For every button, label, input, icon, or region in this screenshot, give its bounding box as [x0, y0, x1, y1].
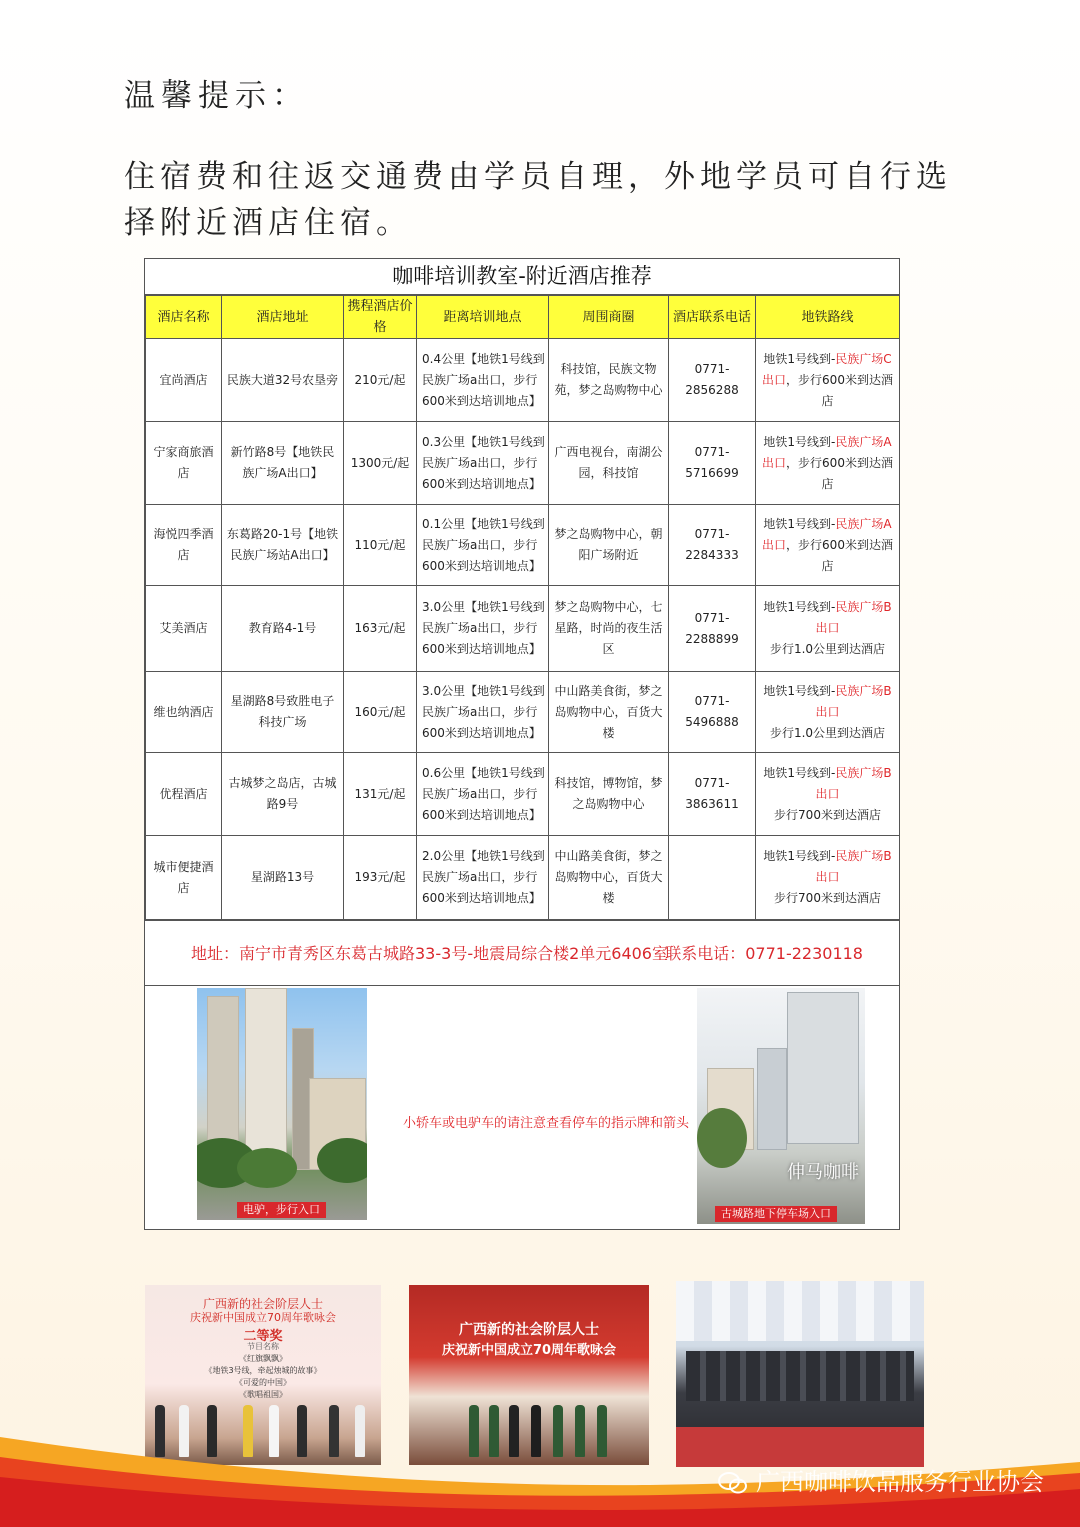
table-row	[146, 836, 900, 920]
hotel-address: 东葛路20-1号【地铁民族广场站A出口】	[222, 505, 344, 586]
column-header: 周围商圈	[549, 296, 669, 339]
tip-body: 住宿费和往返交通费由学员自理，外地学员可自行选择附近酒店住宿。	[124, 159, 952, 241]
hotel-area: 科技馆，民族文物苑，梦之岛购物中心	[549, 339, 669, 422]
hotel-name: 维也纳酒店	[146, 672, 222, 753]
hotel-distance: 0.3公里【地铁1号线到民族广场a出口，步行600米到达培训地点】	[417, 422, 549, 505]
hotel-distance: 3.0公里【地铁1号线到民族广场a出口，步行600米到达培训地点】	[417, 672, 549, 753]
footer-organization	[718, 1462, 1044, 1497]
hotel-phone: 0771-2856288	[669, 339, 756, 422]
address-bar	[145, 920, 899, 986]
hotel-price: 131元/起	[344, 753, 417, 836]
metro-line: 地铁1号线到-	[763, 600, 836, 614]
hotel-price: 193元/起	[344, 836, 417, 920]
metro-walk: ，步行600米到达酒店	[786, 455, 893, 491]
hotel-address: 星湖路8号致胜电子科技广场	[222, 672, 344, 753]
metro-walk: 步行1.0公里到达酒店	[769, 642, 886, 656]
hotel-address: 民族大道32号农垦旁	[222, 339, 344, 422]
organization-name: 广西咖啡饮品服务行业协会	[756, 1468, 1044, 1496]
hotel-card	[144, 258, 900, 1230]
photo-strip	[145, 986, 899, 1234]
hotel-area: 广西电视台，南湖公园，科技馆	[549, 422, 669, 505]
metro-exit: 民族广场A出口	[762, 516, 892, 552]
metro-line: 地铁1号线到-	[763, 683, 836, 698]
column-header: 酒店名称	[146, 296, 222, 339]
hotel-distance: 0.4公里【地铁1号线到民族广场a出口，步行600米到达培训地点】	[417, 339, 549, 422]
wechat-icon	[718, 1472, 748, 1494]
hotel-price: 1300元/起	[344, 422, 417, 505]
table-row	[146, 753, 900, 836]
hotel-price: 163元/起	[344, 586, 417, 672]
building-photo	[197, 988, 367, 1220]
hotel-distance: 2.0公里【地铁1号线到民族广场a出口，步行600米到达培训地点】	[417, 836, 549, 920]
table-row	[146, 672, 900, 753]
metro-walk: ，步行600米到达酒店	[786, 537, 893, 573]
hotel-name: 宁家商旅酒店	[146, 422, 222, 505]
metro-exit: 民族广场C出口	[762, 351, 892, 387]
banner-title: 广西新的社会阶层人士	[202, 1297, 323, 1311]
contact-phone: 联系电话：0771-2230118	[665, 944, 863, 963]
hotel-metro	[756, 586, 900, 672]
metro-line: 地铁1号线到-	[763, 434, 836, 449]
hotel-name: 城市便捷酒店	[146, 836, 222, 920]
metro-exit: 民族广场B出口	[815, 600, 892, 635]
watermark: 伸马咖啡	[787, 1162, 859, 1183]
hotel-metro	[756, 753, 900, 836]
hotel-price: 210元/起	[344, 339, 417, 422]
metro-exit: 民族广场B出口	[815, 683, 892, 719]
hotel-metro	[756, 836, 900, 920]
metro-walk: 步行700米到达酒店	[774, 891, 881, 905]
banner-subtitle: 庆祝新中国成立70周年歌咏会	[190, 1311, 336, 1324]
hotel-phone: 0771-2284333	[669, 505, 756, 586]
column-header: 酒店联系电话	[669, 296, 756, 339]
parking-note: 小轿车或电驴车的请注意查看停车的指示牌和箭头	[403, 1116, 690, 1131]
column-header: 地铁路线	[756, 296, 900, 339]
hotel-area: 梦之岛购物中心，七星路，时尚的夜生活区	[549, 586, 669, 672]
banner-subtitle: 庆祝新中国成立70周年歌咏会	[441, 1343, 617, 1358]
hotel-price: 110元/起	[344, 505, 417, 586]
program-item: 《可爱的中国》	[235, 1378, 291, 1387]
hotel-distance: 0.6公里【地铁1号线到民族广场a出口，步行600米到达培训地点】	[417, 753, 549, 836]
hotel-name: 宜尚酒店	[146, 339, 222, 422]
program-heading: 节目名称	[247, 1342, 279, 1351]
hotel-table	[145, 295, 900, 920]
hotel-metro	[756, 339, 900, 422]
metro-exit: 民族广场B出口	[815, 849, 892, 884]
metro-exit: 民族广场A出口	[762, 434, 892, 470]
column-header: 携程酒店价格	[344, 296, 417, 339]
photo-caption: 古城路地下停车场入口	[715, 1206, 837, 1222]
hotel-area: 梦之岛购物中心，朝阳广场附近	[549, 505, 669, 586]
program-item: 《红旗飘飘》	[239, 1354, 287, 1363]
hotel-distance: 3.0公里【地铁1号线到民族广场a出口，步行600米到达培训地点】	[417, 586, 549, 672]
hotel-area: 科技馆，博物馆，梦之岛购物中心	[549, 753, 669, 836]
metro-walk: 步行700米到达酒店	[774, 807, 881, 822]
hotel-name: 艾美酒店	[146, 586, 222, 672]
hotel-area: 中山路美食街，梦之岛购物中心，百货大楼	[549, 836, 669, 920]
hotel-name: 优程酒店	[146, 753, 222, 836]
hotel-price: 160元/起	[344, 672, 417, 753]
award-label: 二等奖	[243, 1329, 283, 1344]
table-row	[146, 586, 900, 672]
column-header: 酒店地址	[222, 296, 344, 339]
hotel-address: 新竹路8号【地铁民族广场A出口】	[222, 422, 344, 505]
photo-caption: 电驴，步行入口	[237, 1202, 326, 1218]
hotel-address: 教育路4-1号	[222, 586, 344, 672]
program-item: 《歌唱祖国》	[239, 1390, 287, 1399]
metro-line: 地铁1号线到-	[763, 849, 836, 863]
hotel-address: 星湖路13号	[222, 836, 344, 920]
metro-line: 地铁1号线到-	[763, 351, 836, 366]
tip-title: 温馨提示：	[124, 78, 309, 114]
hotel-metro	[756, 422, 900, 505]
table-header-row	[146, 296, 900, 339]
table-row	[146, 422, 900, 505]
hotel-address: 古城梦之岛店，古城路9号	[222, 753, 344, 836]
metro-line: 地铁1号线到-	[763, 516, 836, 531]
training-address: 地址：南宁市青秀区东葛古城路33-3号-地震局综合楼2单元6406室	[191, 944, 668, 963]
card-title: 咖啡培训教室-附近酒店推荐	[145, 259, 899, 295]
hotel-phone: 0771-2288899	[669, 586, 756, 672]
table-row	[146, 339, 900, 422]
hotel-metro	[756, 505, 900, 586]
metro-line: 地铁1号线到-	[763, 765, 836, 780]
hotel-name: 海悦四季酒店	[146, 505, 222, 586]
column-header: 距离培训地点	[417, 296, 549, 339]
metro-exit: 民族广场B出口	[815, 765, 892, 801]
hotel-phone	[669, 836, 756, 920]
hotel-phone: 0771-5716699	[669, 422, 756, 505]
table-row	[146, 505, 900, 586]
banner-title: 广西新的社会阶层人士	[459, 1322, 599, 1338]
hotel-distance: 0.1公里【地铁1号线到民族广场a出口，步行600米到达培训地点】	[417, 505, 549, 586]
hotel-phone: 0771-3863611	[669, 753, 756, 836]
metro-walk: ，步行600米到达酒店	[786, 372, 893, 408]
hotel-metro	[756, 672, 900, 753]
hotel-phone: 0771-5496888	[669, 672, 756, 753]
metro-walk: 步行1.0公里到达酒店	[769, 725, 886, 740]
footer-ribbon	[0, 1377, 1080, 1527]
hotel-area: 中山路美食街，梦之岛购物中心，百货大楼	[549, 672, 669, 753]
street-photo	[697, 988, 865, 1224]
program-item: 《地铁3号线，牵起烛城的故事》	[204, 1366, 322, 1375]
